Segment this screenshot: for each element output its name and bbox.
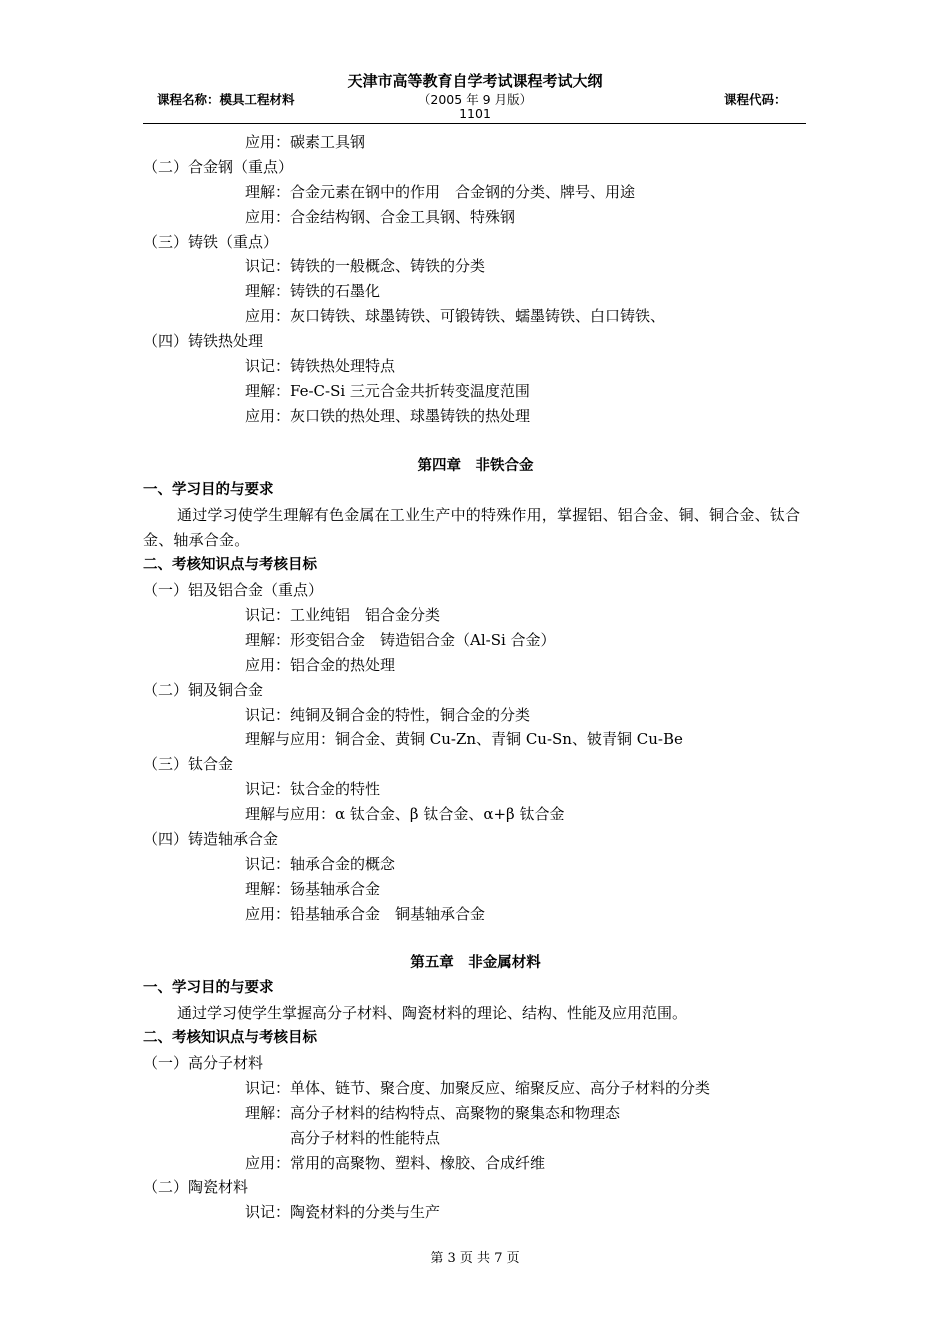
outline-item: 理解：铸铁的石墨化 [245, 282, 381, 301]
section-heading: （三）钛合金 [143, 755, 234, 774]
outline-item: 识记：轴承合金的概念 [245, 854, 396, 873]
outline-item: 应用：合金结构钢、合金工具钢、特殊钢 [245, 207, 516, 226]
subsection-heading: 二、考核知识点与考核目标 [143, 1030, 317, 1047]
edition-label: （2005 年 9 月版） [417, 92, 533, 107]
outline-item: 识记：纯铜及铜合金的特性，铜合金的分类 [245, 705, 531, 724]
outline-item: 识记：铸铁热处理特点 [245, 357, 396, 376]
outline-item: 识记：单体、链节、聚合度、加聚反应、缩聚反应、高分子材料的分类 [245, 1078, 711, 1097]
subsection-heading: 一、学习目的与要求 [143, 980, 274, 997]
outline-item: 理解与应用：α 钛合金、β 钛合金、α+β 钛合金 [245, 805, 565, 824]
section-heading: （四）铸铁热处理 [143, 332, 264, 351]
outline-item: 识记：铸铁的一般概念、铸铁的分类 [245, 257, 486, 276]
section-heading: （四）铸造轴承合金 [143, 829, 279, 848]
outline-item: 理解：Fe-C-Si 三元合金共折转变温度范围 [245, 381, 530, 400]
header-divider [143, 123, 806, 124]
outline-item: 应用：灰口铸铁、球墨铸铁、可锻铸铁、蠕墨铸铁、白口铸铁、 [245, 307, 666, 326]
document-body [143, 130, 808, 1225]
paragraph: 通过学习使学生掌握高分子材料、陶瓷材料的理论、结构、性能及应用范围。 [177, 1004, 688, 1023]
chapter-title: 第四章 非铁合金 [417, 457, 534, 474]
outline-item: 应用：常用的高聚物、塑料、橡胶、合成纤维 [245, 1153, 546, 1172]
outline-item: 识记：陶瓷材料的分类与生产 [245, 1203, 441, 1222]
outline-item: 理解：钖基轴承合金 [245, 879, 381, 898]
outline-item: 应用：铝合金的热处理 [245, 655, 396, 674]
subsection-heading: 一、学习目的与要求 [143, 482, 274, 499]
section-heading: （二）合金钢（重点） [143, 157, 294, 176]
section-heading: （二）铜及铜合金 [143, 680, 264, 699]
course-name: 课程名称：模具工程材料 [157, 92, 295, 107]
section-heading: （一）铝及铝合金（重点） [143, 581, 324, 600]
section-heading: （一）高分子材料 [143, 1053, 264, 1072]
paragraph: 通过学习使学生理解有色金属在工业生产中的特殊作用，掌握铝、铝合金、铜、铜合金、钛合金、轴承合金。 [143, 506, 801, 550]
course-code: 1101 [459, 106, 491, 121]
section-heading: （三）铸铁（重点） [143, 232, 279, 251]
outline-item: 理解与应用：铜合金、黄铜 Cu-Zn、青铜 Cu-Sn、铍青铜 Cu-Be [245, 730, 683, 749]
outline-item: 识记：钛合金的特性 [245, 780, 381, 799]
page-number: 第 3 页 共 7 页 [430, 1251, 520, 1266]
blank-line [143, 429, 808, 454]
outline-item: 高分子材料的性能特点 [245, 1128, 441, 1147]
section-heading: （二）陶瓷材料 [143, 1178, 249, 1197]
outline-item: 理解：合金元素在钢中的作用 合金钢的分类、牌号、用途 [245, 182, 636, 201]
outline-item: 应用：灰口铁的热处理、球墨铸铁的热处理 [245, 406, 531, 425]
blank-line [143, 927, 808, 952]
outline-item: 理解：形变铝合金 铸造铝合金（Al-Si 合金） [245, 630, 556, 649]
outline-item: 应用：碳素工具钢 [245, 133, 366, 151]
document-header-title: 天津市高等教育自学考试课程考试大纲 [347, 72, 603, 90]
outline-item: 识记：工业纯铝 铝合金分类 [245, 605, 441, 624]
subsection-heading: 二、考核知识点与考核目标 [143, 557, 317, 574]
outline-item: 应用：铅基轴承合金 铜基轴承合金 [245, 904, 486, 923]
outline-item: 理解：高分子材料的结构特点、高聚物的聚集态和物理态 [245, 1103, 621, 1122]
course-code-label: 课程代码： [724, 92, 787, 107]
chapter-title: 第五章 非金属材料 [410, 955, 541, 972]
